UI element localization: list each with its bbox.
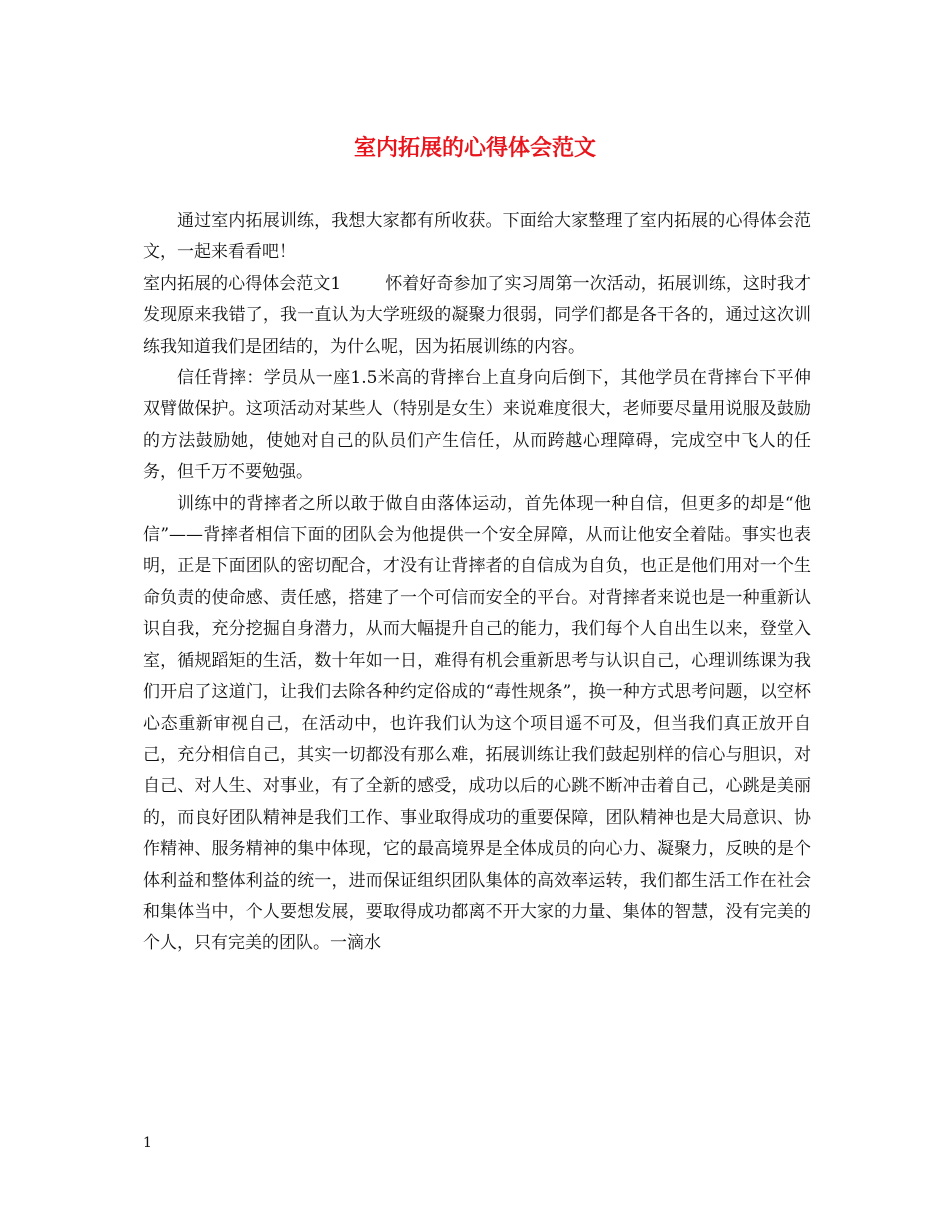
document-title: 室内拓展的心得体会范文 (353, 135, 596, 161)
section-1-text: 怀着好奇参加了实习周第一次活动，拓展训练，这时我才发现原来我错了，我一直认为大学班级的凝聚力很弱，同学们都是各干各的，通过这次训练我知道我们是团结的，为什么呢，因为拓展训练的内容。 (143, 273, 812, 357)
document-body (143, 206, 811, 960)
intro-paragraph: 通过室内拓展训练，我想大家都有所收获。下面给大家整理了室内拓展的心得体会范文，一起来看看吧！ (143, 211, 811, 263)
reflection-paragraph: 训练中的背摔者之所以敢于做自由落体运动，首先体现一种自信，但更多的却是“他信”——背摔者相信下面的团队会为他提供一个安全屏障，从而让他安全着陆。事实也表明，正是下面团队的密切配合，才没有让背摔者的自信成为自负，也正是他们用对一个生命负责的使命感、责任感，搭建了一个可信而安全的平台。对背摔者来说也是一种重新认识自我，充分挖掘自身潜力，从而大幅提升自己的能力，我们每个人自出生以来，登堂入室，循规蹈矩的生活，数十年如一日，难得有机会重新思考与认识自己，心理训练课为我们开启了这道门，让我们去除各种约定俗成的“毒性规条”，换一种方式思考问题，以空杯心态重新审视自己，在活动中，也许我们认为这个项目遥不可及，但当我们真正放开自己，充分相信自己，其实一切都没有那么难，拓展训练让我们鼓起别样的信心与胆识，对自己、对人生、对事业，有了全新的感受，成功以后的心跳不断冲击着自己，心跳是美丽的，而良好团队精神是我们工作、事业取得成功的重要保障，团队精神也是大局意识、协作精神、服务精神的集中体现，它的最高境界是全体成员的向心力、凝聚力，反映的是个体利益和整体利益的统一，进而保证组织团队集体的高效率运转，我们都生活工作在社会和集体当中，个人要想发展，要取得成功都离不开大家的力量、集体的智慧，没有完美的个人，只有完美的团队。一滴水 (143, 493, 811, 954)
trust-fall-paragraph: 信任背摔：学员从一座1.5米高的背摔台上直身向后倒下，其他学员在背摔台下平伸双臂做保护。这项活动对某些人（特别是女生）来说难度很大，老师要尽量用说服及鼓励的方法鼓励她，使她对自己的队员们产生信任，从而跨越心理障碍，完成空中飞人的任务，但千万不要勉强。 (143, 368, 811, 483)
page-number: 1 (143, 1135, 152, 1151)
section-1-heading: 室内拓展的心得体会范文1 (143, 273, 342, 294)
section-1-paragraph (143, 269, 811, 363)
